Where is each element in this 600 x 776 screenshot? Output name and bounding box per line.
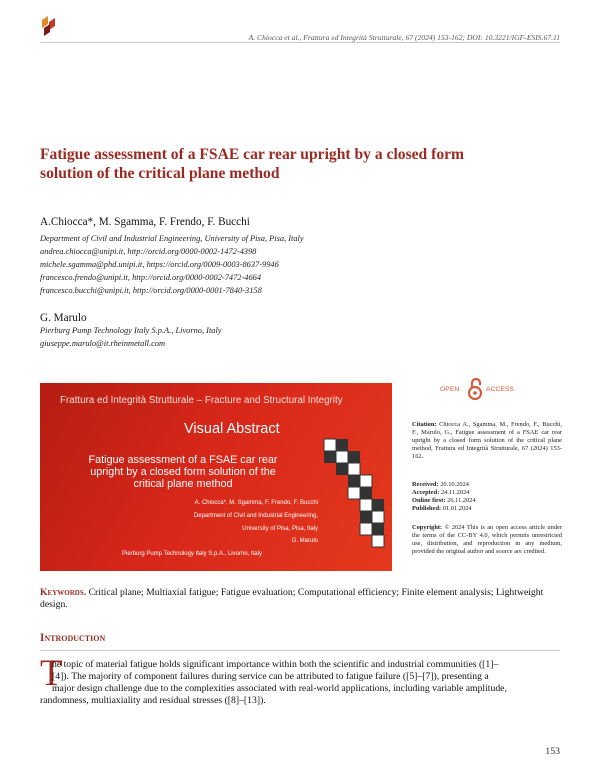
open-access-lock-icon [468,378,482,400]
author-list: A.Chiocca*, M. Sgamma, F. Frendo, F. Bucchi [40,216,250,228]
section-rule [40,650,560,651]
visual-abstract-title-line: Fatigue assessment of a FSAE car rear [88,454,278,466]
intro-paragraph [40,659,560,707]
visual-abstract-dept: Department of Civil and Industrial Engineering, [193,513,318,519]
accepted-date: 24.11.2024 [440,488,470,496]
visual-abstract-univ: University of Pisa, Pisa, Italy [242,526,318,532]
visual-abstract-title-line: critical plane method [133,478,233,490]
received-label: Received: [412,481,439,488]
affiliation: Department of Civil and Industrial Engineering, University of Pisa, Pisa, Italy [40,234,304,243]
citation-text: Chiocca A., Sgamma, M., Frendo, F., Bucchi, F., Marulo, G., Fatigue assessment of a FSAE car rear upright by a closed form solution of the critical plane method, Frattura ed Integrità Strutturale, 67 (2024) 153-162. [412,421,562,460]
intro-line: randomness, multiaxiality and residual stresses ([8]–[13]). [40,695,266,706]
keywords-text: Critical plane; Multiaxial fatigue; Fatigue evaluation; Computational efficiency; Finite element analysis; Lightweight design. [40,587,544,610]
intro-line: he topic of material fatigue holds significant importance within both the scientific and industrial communities ([1]– [52,659,499,670]
author-email-orcid[interactable]: francesco.bucchi@unipi.it, http://orcid.org/0000-0001-7840-3158 [40,286,262,295]
copyright-label: Copyright: [412,524,443,531]
received-row [412,481,562,489]
open-access-right: ACCESS [486,386,514,393]
published-row [412,505,562,513]
copyright-block [412,524,562,556]
published-label: Published: [412,504,442,512]
section-heading-introduction: Introduction [40,632,106,644]
cubes-graphic-icon [320,435,386,555]
author-email-orcid[interactable]: francesco.frendo@unipi.it, http://orcid.org/0000-0002-7472-4664 [40,273,262,282]
affiliation: Pierburg Pump Technology Italy S.p.A., Livorno, Italy [40,326,222,335]
author-email-orcid[interactable]: andrea.chiocca@unipi.it, http://orcid.org/0000-0002-1472-4398 [40,247,257,256]
dates-block [412,481,562,513]
paper-title [40,146,560,183]
published-date: 01.01.2024 [442,504,472,512]
visual-abstract-heading: Visual Abstract [184,421,280,437]
received-date: 20.10.2024 [440,481,469,488]
accepted-label: Accepted: [412,488,440,496]
header-rule [40,42,560,43]
author-email[interactable]: giuseppe.marulo@it.rheinmetall.com [40,339,166,348]
keywords [40,587,560,611]
drop-cap: T [40,653,63,694]
citation-label: Citation: [412,421,437,428]
online-label: Online first: [412,496,446,504]
online-row [412,497,562,505]
visual-abstract-title-line: upright by a closed form solution of the [90,466,276,478]
page-number: 153 [545,746,560,757]
online-date: 26.11.2024 [447,496,476,504]
running-head: A. Chiocca et al., Frattura ed Integrità Strutturale, 67 (2024) 153-162; DOI: 10.3221/IGF-ESIS.67.11 [248,33,560,42]
title-line: Fatigue assessment of a FSAE car rear upright by a closed form [40,146,465,163]
intro-line: major design challenge due to the complexities associated with real-world applications, including variable amplitude, [52,683,507,694]
author-second: G. Marulo [40,312,87,324]
accepted-row [412,489,562,497]
visual-abstract[interactable] [40,383,392,571]
visual-abstract-author2: G. Marulo [291,538,318,544]
citation-block [412,421,562,461]
author-email-orcid[interactable]: michele.sgamma@phd.unipi.it, https://orcid.org/0009-0003-8637-9946 [40,260,279,269]
journal-logo-icon [40,14,60,36]
intro-line: [4]). The majority of component failures during service can be attributed to fatigue failure ([5]–[7]), presenting a [52,671,489,682]
visual-abstract-journal: Frattura ed Integrità Strutturale – Fracture and Structural Integrity [60,395,343,406]
open-access-badge[interactable] [440,378,526,404]
visual-abstract-title [54,454,312,490]
visual-abstract-company: Pierburg Pump Technology Italy S.p.A., Livorno, Italy [122,551,262,557]
open-access-left: OPEN [440,386,460,393]
copyright-text: © 2024 This is an open access article under the terms of the CC-BY 4.0, which permits unrestricted use, distribution, and reproduction in any medium, provided the original author and source are credited. [412,524,562,555]
title-line: solution of the critical plane method [40,164,280,182]
visual-abstract-authors: A. Chiocca*, M. Sgamma, F. Frendo, F. Bucchi [194,500,318,506]
keywords-label: Keywords. [40,587,87,598]
